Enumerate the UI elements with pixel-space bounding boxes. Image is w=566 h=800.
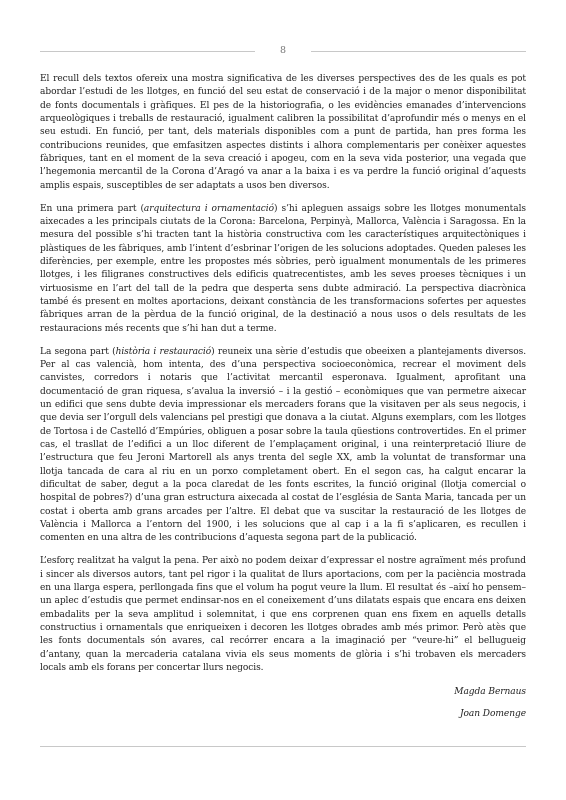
paragraph-3-text-b: ) reuneix una sèrie d’estudis que obeeixen a plantejaments diversos. Per al cas valencià, hom intenta, des d’una perspectiva socioeconòmica, recrear el moviment dels canvistes, corredors i notaris que l’activitat mercantil esperonava. Igualment, aprofitant una documentació de gran riquesa, s’avalua la inversió – i la gestió – econòmiques que van permetre aixecar un edifici que sens dubte devia impressionar els mercaders forans que la visitaven per als seus negocis, i que devia ser l’orgull dels valencians pel prestigi que donava a la ciutat. Alguns exemplars, com les llotges de Tortosa i de Castelló d’Empúries, obliguen a posar sobre la taula qüestions controvertides. En el primer cas, el trasllat de l’edifici a un lloc diferent de l’emplaçament original, i una reinterpretació lliure de l’estructura que feu Jeroni Martorell als anys trenta del segle XX, amb la voluntat de transformar una llotja tancada de cara al riu en un porxo completament obert. En el segon cas, ha calgut encarar la dificultat de saber, degut a la poca claredat de les fonts escrites, la funció original (llotja comercial o hospital de pobres?) d’una gran estructura aixecada al costat de l’església de Santa Maria, tancada per un costat i oberta amb grans arcades per l’altre. El debat que va suscitar la restauració de les llotges de València i Mallorca a l’entorn del 1900, i les solucions que al cap i a la fi s’aplicaren, es recullen i comenten en una altra de les contribucions d’aquesta segona part de la publicació. xyxy=(40,346,527,544)
paragraph-2 xyxy=(40,203,526,336)
paragraph-2-text-b: ) s’hi apleguen assaigs sobre les llotges monumentals aixecades a les principals ciutats de la Corona: Barcelona, Perpinyà, Mallorca, València i Saragossa. En la mesura del possible s’hi tracten tant la història constructiva com les característiques arquitectòniques i plàstiques de les fàbriques, amb l’intent d’esbrinar l’origen de les solucions adoptades. Queden paleses les diferències, per exemple, entre les propostes més sòbries, però igualment monumentals de les primeres llotges, i les filigranes constructives dels edificis quatrecentistes, amb les seves proeses tècniques i un virtuosisme en l’art del tall de la pedra que desperta sens dubte admiració. La perspectiva diacrònica també és present en moltes aportacions, deixant constància de les transformacions sofertes per aquestes fàbriques arran de la pèrdua de la funció original, de la destinació a nous usos o dels resultats de les restauracions més recents que s’hi han dut a terme. xyxy=(40,203,526,334)
paragraph-3 xyxy=(40,346,526,546)
page-number: 8 xyxy=(279,45,287,56)
paragraph-2-emphasis: arquitectura i ornamentació xyxy=(143,203,275,214)
footer-rule xyxy=(40,746,526,747)
paragraph-2-text-a: En una primera part ( xyxy=(40,203,144,214)
paragraph-4: L’esforç realitzat ha valgut la pena. Per això no podem deixar d’expressar el nostre agraïment més profund i sincer als diversos autors, tant pel rigor i la qualitat de llurs aportacions, com per la paciència mostrada en una llarga espera, perllongada fins que el volum ha pogut veure la llum. El resultat és –així ho pensem– un aplec d’estudis que permet endinsar-nos en el coneixement d’uns dilatats espais que encara ens deixen embadalits per la seva amplitud i solemnitat, i que ens corprenen quan ens fixem en aquells detalls constructius i ornamentals que enriqueixen i decoren les llotges obrades amb més primor. Però atès que les fonts documentals són avares, cal recórrer encara a la imaginació per “veure-hi” el bellugueig d’antany, quan la mercaderia catalana vivia els seus moments de glòria i s’hi trobaven els mercaders locals amb els forans per concertar llurs negocis. xyxy=(40,556,526,673)
main-text xyxy=(40,73,526,721)
page-header xyxy=(40,44,526,58)
header-rule-right xyxy=(311,51,526,52)
signature-author-1: Magda Bernaus xyxy=(454,687,526,698)
paragraph-3-emphasis: història i restauració xyxy=(115,346,212,357)
paragraph-1: El recull dels textos ofereix una mostra significativa de les diverses perspectives des de les quals es pot abordar l’estudi de les llotges, en funció del seu estat de conservació i de la major o menor disponibilitat de fonts documentals i gràfiques. El pes de la historiografia, o les evidències emanades d’intervencions arqueològiques i treballs de restauració, igualment calibren la possibilitat d’aprofundir més o menys en el seu estudi. En funció, per tant, dels materials disponibles com a punt de partida, han pres forma les contribucions reunides, que emfasitzen aspectes distints i alhora complementaris per conèixer aquestes fàbriques, tant en el moment de la seva creació i apogeu, com en la seva vida posterior, una vegada que l’hegemonia mercantil de la Corona d’Aragó va anar a la baixa i es va perdre la funció original d’aquests amplis espais, susceptibles de ser adaptats a usos ben diversos. xyxy=(40,74,526,191)
paragraph-3-text-a: La segona part ( xyxy=(40,346,116,357)
signature-author-2: Joan Domenge xyxy=(459,708,526,719)
